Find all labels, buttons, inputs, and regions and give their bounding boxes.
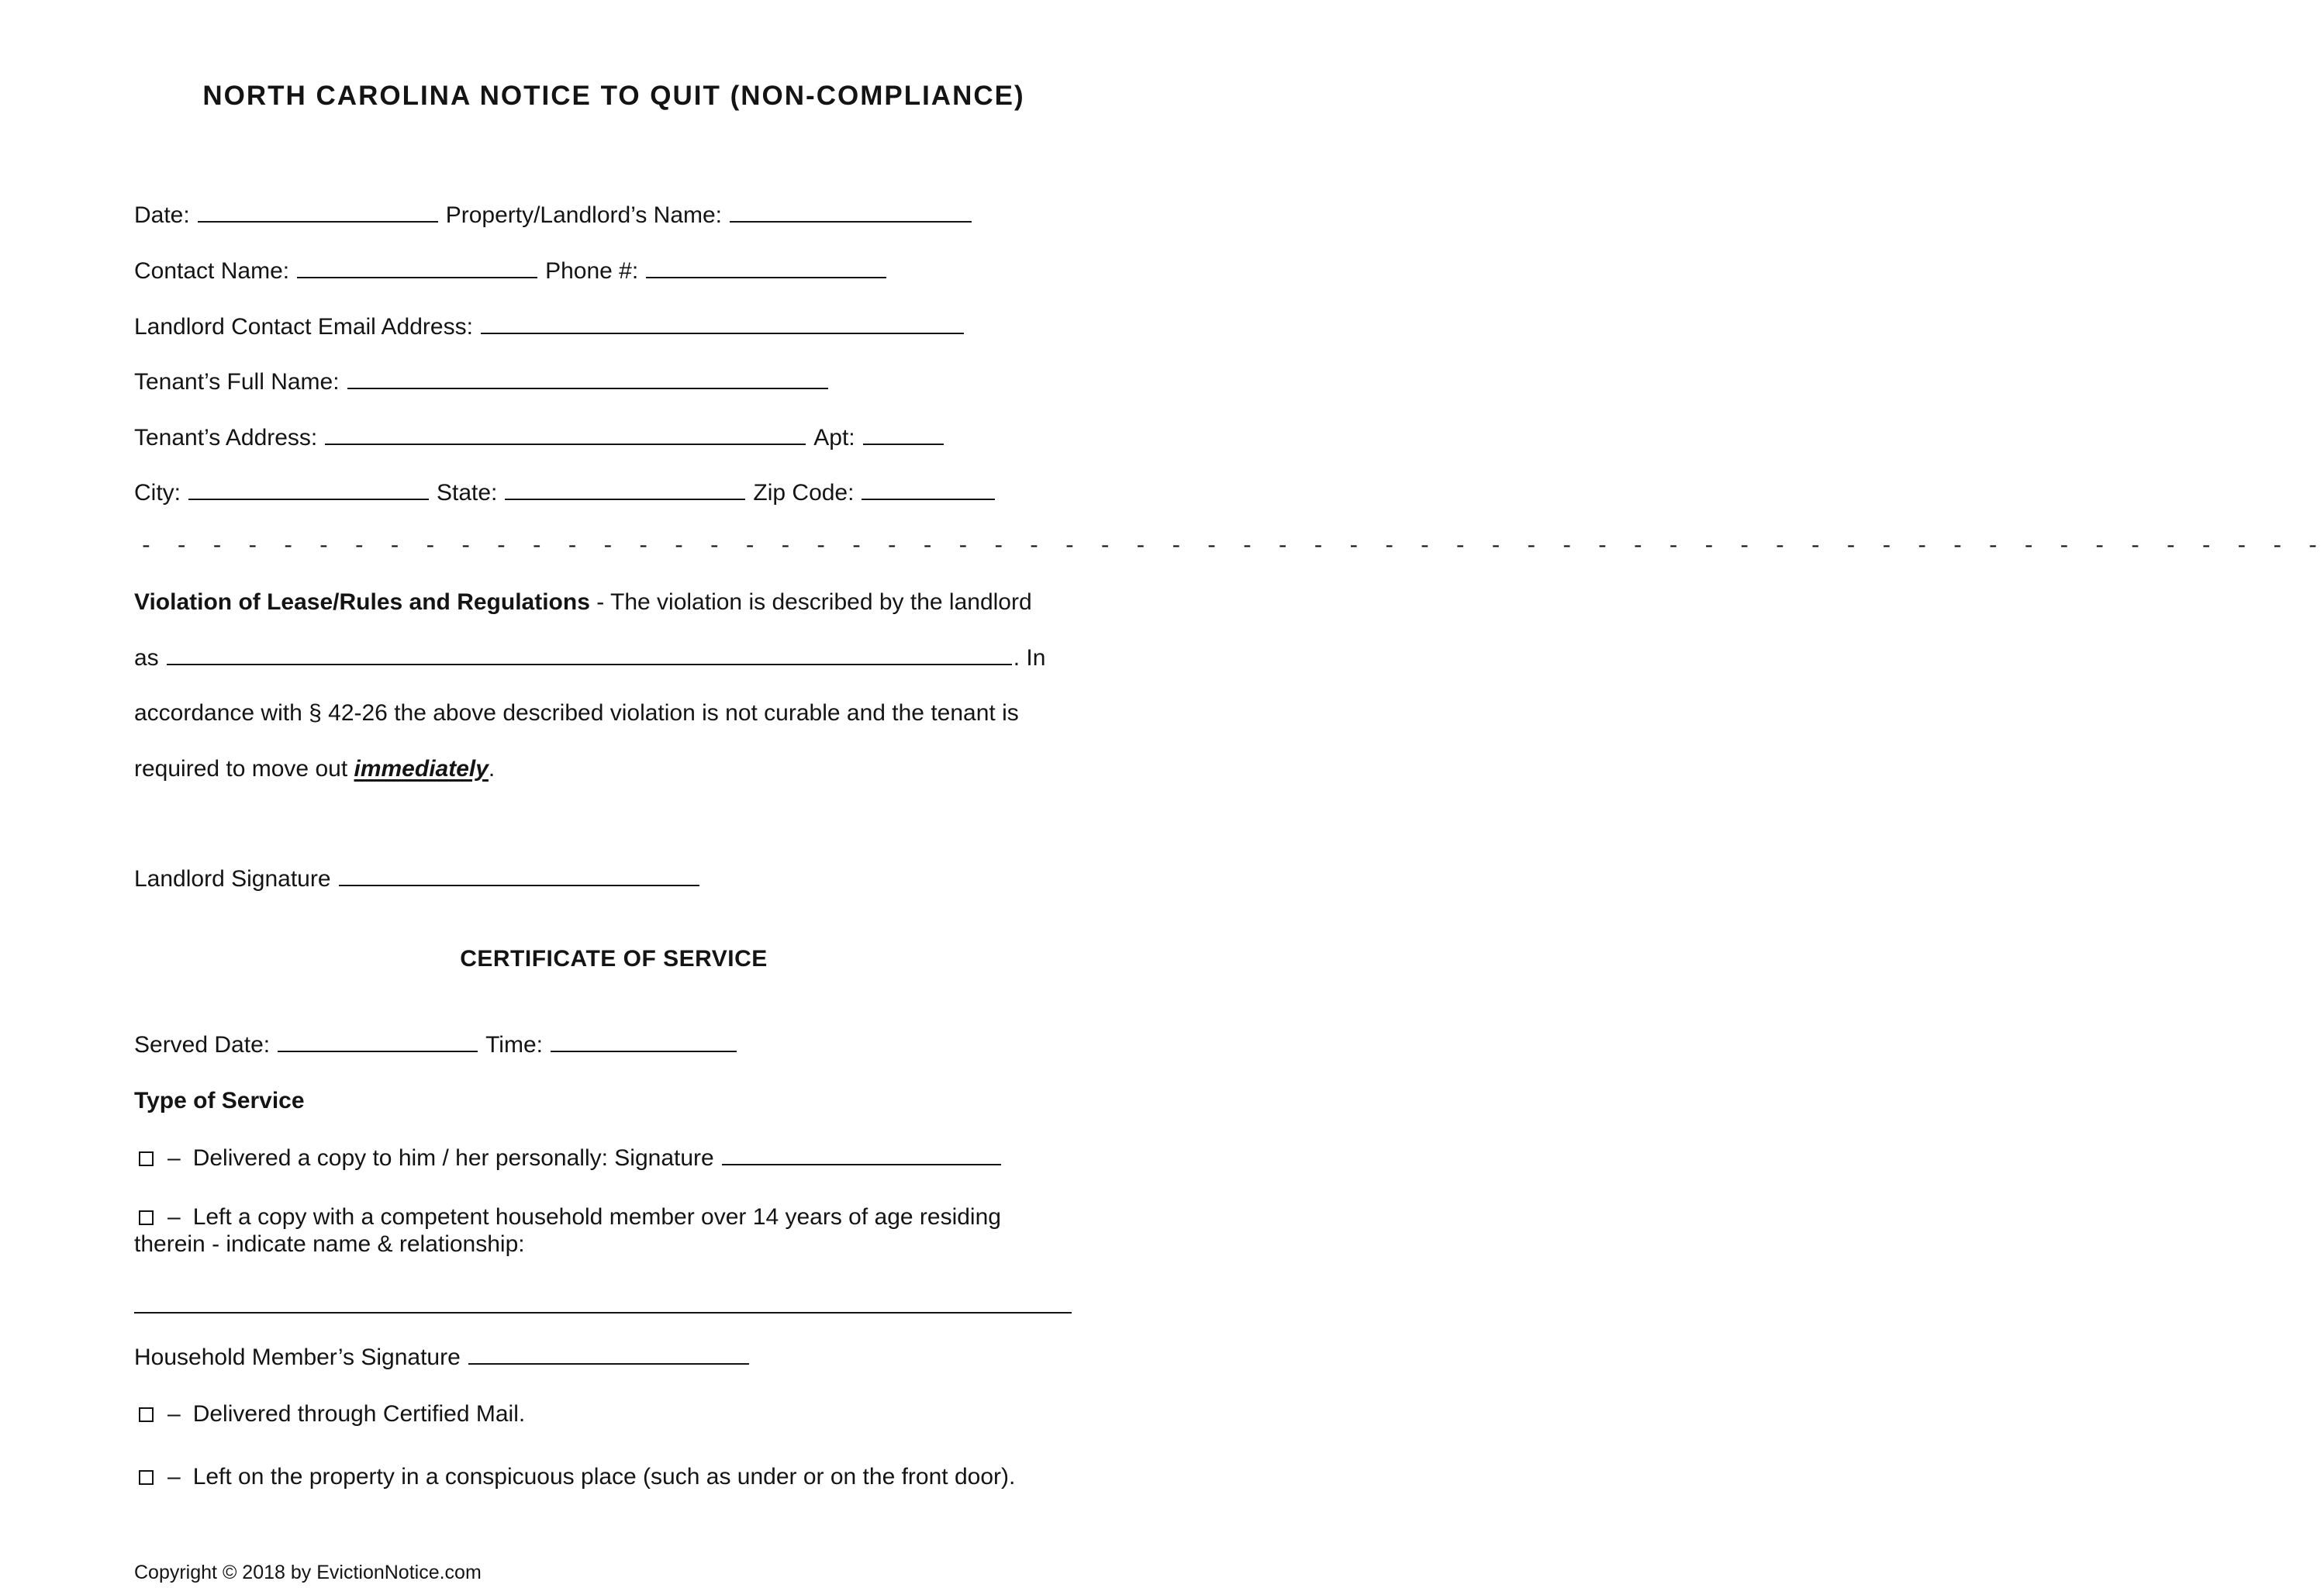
city-field[interactable] bbox=[188, 478, 429, 500]
property-landlord-label: Property/Landlord’s Name: bbox=[445, 202, 723, 228]
date-field[interactable] bbox=[198, 201, 438, 223]
served-date-label: Served Date: bbox=[134, 1032, 271, 1058]
apt-field[interactable] bbox=[863, 423, 944, 445]
contact-row bbox=[134, 256, 894, 287]
certified-mail-checkbox[interactable] bbox=[139, 1407, 154, 1422]
property-landlord-field[interactable] bbox=[730, 201, 972, 223]
violation-in-label: . In bbox=[1013, 645, 1046, 671]
violation-as-label: as bbox=[134, 645, 159, 671]
violation-line-4 bbox=[134, 754, 495, 785]
name-relationship-field[interactable] bbox=[134, 1312, 1072, 1314]
tenant-name-label: Tenant’s Full Name: bbox=[134, 369, 340, 395]
immediately-emphasis: immediately bbox=[354, 756, 489, 782]
option-dash: – bbox=[167, 1401, 181, 1427]
document-title: NORTH CAROLINA NOTICE TO QUIT (NON-COMPLIANCE) bbox=[202, 81, 1025, 111]
tenant-name-field[interactable] bbox=[347, 368, 828, 389]
phone-label: Phone #: bbox=[545, 258, 639, 284]
violation-line-2 bbox=[134, 643, 1045, 674]
phone-field[interactable] bbox=[646, 257, 886, 278]
service-option-household bbox=[134, 1202, 1001, 1233]
landlord-signature-label: Landlord Signature bbox=[134, 866, 331, 892]
email-label: Landlord Contact Email Address: bbox=[134, 314, 473, 340]
tenant-address-field[interactable] bbox=[325, 423, 806, 445]
apt-label: Apt: bbox=[813, 425, 855, 451]
time-field[interactable] bbox=[551, 1030, 737, 1052]
served-date-row bbox=[134, 1030, 744, 1061]
contact-name-label: Contact Name: bbox=[134, 258, 290, 284]
household-member-label-line-2: therein - indicate name & relationship: bbox=[134, 1231, 525, 1257]
email-row bbox=[134, 312, 972, 343]
conspicuous-place-label: Left on the property in a conspicuous place (such as under or on the front door). bbox=[192, 1464, 1016, 1490]
service-option-personal bbox=[134, 1143, 1009, 1174]
certificate-heading: CERTIFICATE OF SERVICE bbox=[460, 946, 768, 972]
personal-delivery-checkbox[interactable] bbox=[139, 1151, 154, 1166]
service-option-household-continued bbox=[134, 1229, 525, 1260]
date-label: Date: bbox=[134, 202, 190, 228]
violation-heading: Violation of Lease/Rules and Regulations bbox=[134, 589, 590, 615]
household-signature-row bbox=[134, 1342, 757, 1373]
conspicuous-place-checkbox[interactable] bbox=[139, 1470, 154, 1485]
personal-delivery-signature-field[interactable] bbox=[722, 1144, 1001, 1165]
zip-label: Zip Code: bbox=[753, 480, 855, 506]
dashed-separator: - - - - - - - - - - - - - - - - - - - - - - - - - - - - - - - - - - - - - - - - - - - - - - - - - - - - - - - - - - - - - - bbox=[140, 535, 2324, 559]
tenant-address-label: Tenant’s Address: bbox=[134, 425, 318, 451]
zip-field[interactable] bbox=[862, 478, 995, 500]
household-member-label-line-1: Left a copy with a competent household member over 14 years of age residing bbox=[192, 1204, 1001, 1230]
personal-delivery-label: Delivered a copy to him / her personally: Signature bbox=[192, 1145, 714, 1171]
city-label: City: bbox=[134, 480, 181, 506]
option-dash: – bbox=[167, 1204, 181, 1230]
state-field[interactable] bbox=[505, 478, 745, 500]
violation-line-3-text: accordance with § 42-26 the above described violation is not curable and the tenant is bbox=[134, 700, 1019, 726]
violation-line-4-suffix: . bbox=[488, 756, 496, 782]
contact-name-field[interactable] bbox=[297, 257, 537, 278]
violation-line-3 bbox=[134, 698, 1019, 729]
option-dash: – bbox=[167, 1145, 181, 1171]
household-signature-field[interactable] bbox=[468, 1343, 749, 1365]
violation-description-field[interactable] bbox=[167, 644, 1012, 665]
copyright-notice: Copyright © 2018 by EvictionNotice.com bbox=[134, 1562, 482, 1583]
household-member-checkbox[interactable] bbox=[139, 1210, 154, 1225]
email-field[interactable] bbox=[481, 312, 964, 334]
tenant-name-row bbox=[134, 367, 836, 398]
landlord-signature-row bbox=[134, 864, 707, 895]
certified-mail-label: Delivered through Certified Mail. bbox=[192, 1401, 526, 1427]
tenant-address-row bbox=[134, 423, 951, 454]
type-of-service-heading bbox=[134, 1086, 305, 1117]
date-row bbox=[134, 200, 979, 231]
type-of-service-label: Type of Service bbox=[134, 1088, 305, 1113]
service-option-certified-mail bbox=[134, 1399, 525, 1430]
violation-line-1-text: - The violation is described by the landlord bbox=[589, 589, 1032, 615]
landlord-signature-field[interactable] bbox=[339, 865, 699, 886]
violation-line-1 bbox=[134, 587, 1032, 618]
household-signature-label: Household Member’s Signature bbox=[134, 1345, 461, 1370]
violation-line-4-prefix: required to move out bbox=[134, 756, 354, 782]
option-dash: – bbox=[167, 1464, 181, 1490]
city-state-zip-row bbox=[134, 478, 1003, 509]
state-label: State: bbox=[437, 480, 498, 506]
service-option-conspicuous-place bbox=[134, 1462, 1015, 1493]
served-date-field[interactable] bbox=[278, 1030, 478, 1052]
time-label: Time: bbox=[485, 1032, 543, 1058]
